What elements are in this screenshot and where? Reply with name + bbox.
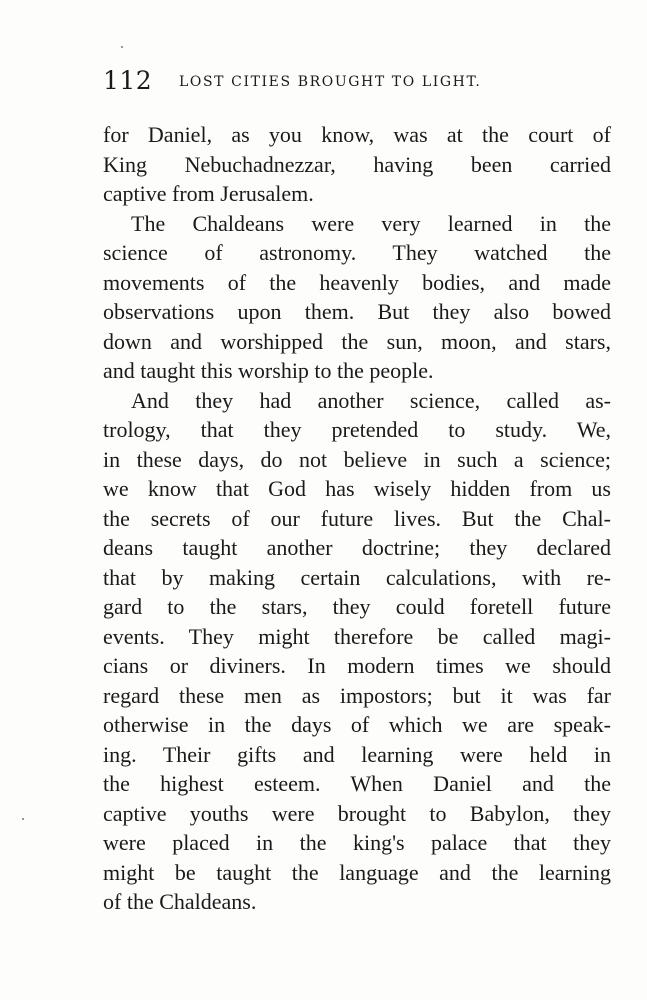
- text-line: King Nebuchadnezzar, having been carried: [103, 151, 611, 177]
- text-line: The Chaldeans were very learned in the: [131, 210, 611, 236]
- text-line: observations upon them. But they also bowed: [103, 299, 611, 324]
- text-line: of the Chaldeans.: [103, 889, 257, 914]
- text-line: the secrets of our future lives. But the Chal-: [103, 505, 611, 531]
- text-line: events. They might therefore be called magi-: [103, 623, 611, 649]
- paragraph: [103, 209, 611, 386]
- paper-speck: [22, 818, 24, 820]
- text-line: the highest esteem. When Daniel and the: [103, 771, 611, 796]
- text-line: movements of the heavenly bodies, and made: [103, 269, 611, 295]
- running-head: [103, 66, 533, 96]
- text-line: trology, that they pretended to study. We,: [103, 417, 611, 442]
- text-line: were placed in the king's palace that they: [103, 830, 611, 855]
- text-line: that by making certain calculations, with re-: [103, 564, 611, 590]
- text-line: regard these men as impostors; but it was far: [103, 682, 611, 708]
- text-line: ing. Their gifts and learning were held in: [103, 741, 611, 767]
- text-line: otherwise in the days of which we are speak-: [103, 712, 611, 737]
- text-line: captive youths were brought to Babylon, they: [103, 800, 611, 826]
- paragraph: [103, 386, 611, 917]
- paper-speck: [121, 46, 123, 48]
- text-line: in these days, do not believe in such a science;: [103, 446, 611, 472]
- text-line: science of astronomy. They watched the: [103, 240, 611, 265]
- text-line: And they had another science, called as-: [131, 387, 611, 413]
- text-line: deans taught another doctrine; they declared: [103, 535, 611, 560]
- text-line: gard to the stars, they could foretell future: [103, 594, 611, 619]
- text-line: captive from Jerusalem.: [103, 181, 314, 206]
- text-line: might be taught the language and the learning: [103, 859, 611, 885]
- text-line: down and worshipped the sun, moon, and stars,: [103, 328, 611, 354]
- text-line: for Daniel, as you know, was at the court of: [103, 122, 611, 147]
- text-line: we know that God has wisely hidden from us: [103, 476, 611, 501]
- text-line: cians or diviners. In modern times we should: [103, 653, 611, 678]
- paragraph: [103, 120, 611, 209]
- body-text: [103, 120, 611, 917]
- text-line: and taught this worship to the people.: [103, 358, 434, 383]
- page-number: 112: [103, 66, 153, 95]
- running-title: LOST CITIES BROUGHT TO LIGHT.: [179, 74, 482, 90]
